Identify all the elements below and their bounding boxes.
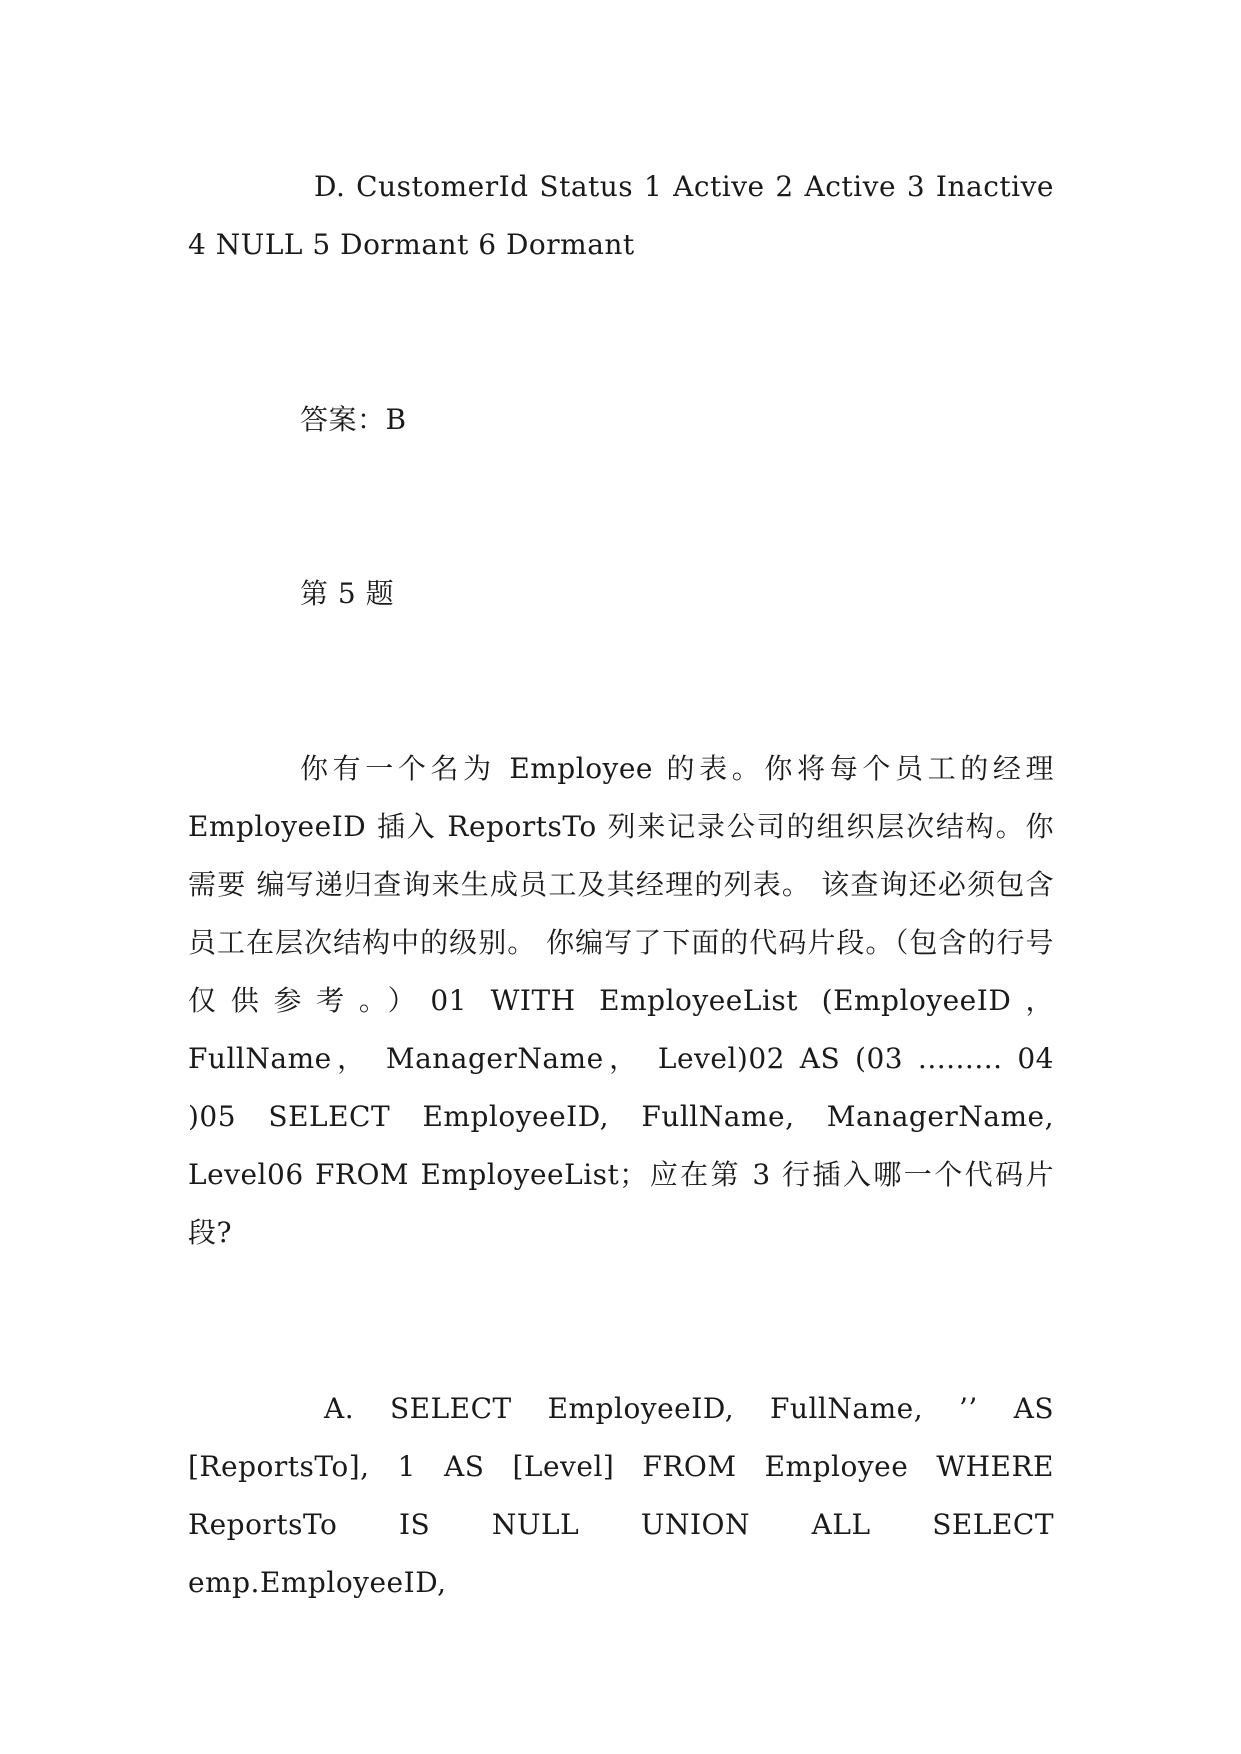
option-d-text: D. CustomerId Status 1 Active 2 Active 3 Inactive 4 NULL 5 Dormant 6 Dormant <box>188 170 1054 261</box>
question-text: 你有一个名为 Employee 的表。你将每个员工的经理 EmployeeID 插入 ReportsTo 列来记录公司的组织层次结构。你需要 编写递归查询来生成员工及其经理的列表。 该查询还必须包含员工在层次结构中的级别。 你编写了下面的代码片段。（包含的行号仅供参考。）01 WITH EmployeeList (EmployeeID， FullName， ManagerName， Level)02 AS (03 ......... 04 )05 SELECT EmployeeID, FullName, ManagerName, Level06 FROM EmployeeList；应在第 3 行插入哪一个代码片段? <box>188 752 1054 1249</box>
answer-text: 答案：B <box>300 403 407 436</box>
option-a-text: A. SELECT EmployeeID, FullName, ’’ AS [ReportsTo], 1 AS [Level] FROM Employee WHERE ReportsTo IS NULL UNION ALL SELECT emp.EmployeeID, <box>188 1392 1054 1599</box>
question-number: 第 5 题 <box>300 577 395 610</box>
